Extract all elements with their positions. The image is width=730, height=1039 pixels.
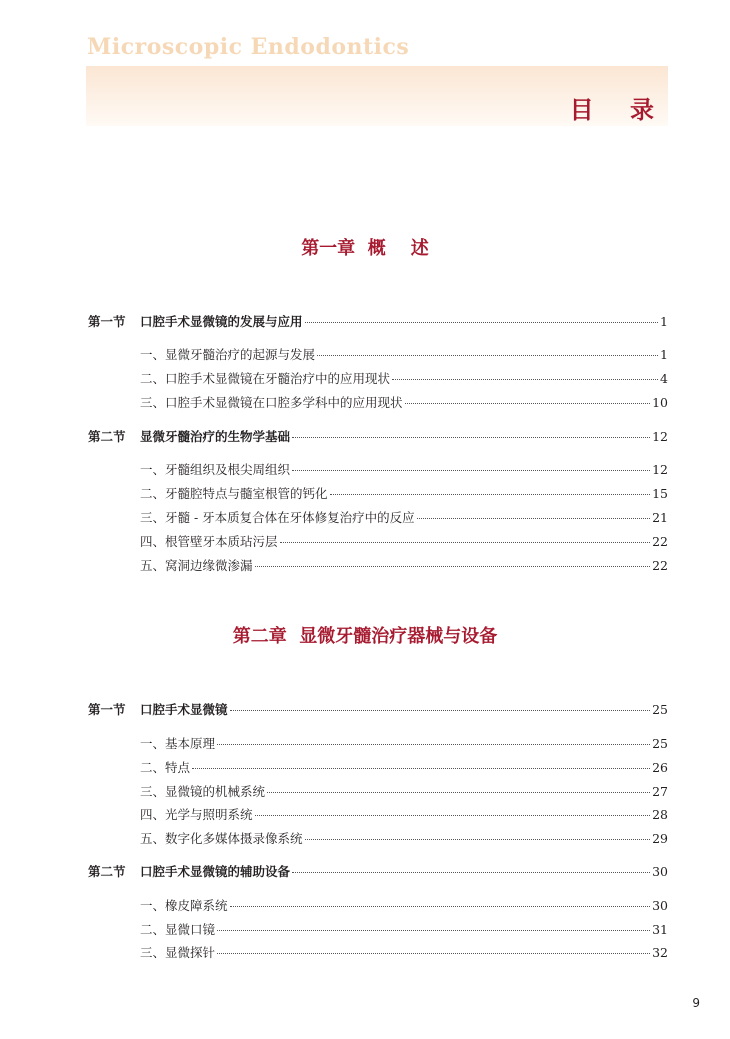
page-ref: 30 bbox=[652, 864, 668, 879]
section-number: 第二节 bbox=[88, 429, 126, 444]
page-ref: 25 bbox=[652, 736, 668, 751]
toc-item-row[interactable] bbox=[140, 484, 668, 502]
section-number: 第一节 bbox=[88, 314, 126, 329]
dot-leader bbox=[417, 518, 650, 519]
dot-leader bbox=[217, 953, 650, 954]
toc-item-row[interactable] bbox=[140, 345, 668, 363]
toc-item-row[interactable] bbox=[140, 460, 668, 478]
item-label: 一、橡皮障系统 bbox=[140, 898, 228, 913]
dot-leader bbox=[217, 744, 650, 745]
section-label: 显微牙髓治疗的生物学基础 bbox=[140, 429, 291, 444]
dot-leader bbox=[292, 470, 650, 471]
toc-heading: 目 录 bbox=[569, 96, 668, 124]
page-ref: 21 bbox=[652, 510, 668, 525]
section-label: 口腔手术显微镜的发展与应用 bbox=[140, 314, 303, 329]
page-ref: 29 bbox=[652, 831, 668, 846]
dot-leader bbox=[392, 379, 658, 380]
item-label: 一、牙髓组织及根尖周组织 bbox=[140, 462, 291, 477]
item-label: 一、基本原理 bbox=[140, 736, 216, 751]
item-label: 三、显微镜的机械系统 bbox=[140, 784, 266, 799]
item-label: 二、特点 bbox=[140, 760, 191, 775]
page-ref: 30 bbox=[652, 898, 668, 913]
item-label: 四、根管壁牙本质玷污层 bbox=[140, 534, 278, 549]
toc-item-row[interactable] bbox=[140, 782, 668, 800]
page-ref: 4 bbox=[660, 371, 668, 386]
chapter-title: 第一章 概 述 bbox=[301, 238, 429, 259]
dot-leader bbox=[330, 494, 651, 495]
page-ref: 12 bbox=[652, 462, 668, 477]
toc-item-row[interactable] bbox=[140, 532, 668, 550]
toc-item-row[interactable] bbox=[140, 943, 668, 961]
page-number: 9 bbox=[692, 996, 700, 1010]
page-ref: 31 bbox=[652, 922, 668, 937]
item-label: 五、数字化多媒体摄录像系统 bbox=[140, 831, 303, 846]
toc-item-row[interactable] bbox=[140, 758, 668, 776]
page-ref: 25 bbox=[652, 702, 668, 717]
item-label: 三、显微探针 bbox=[140, 945, 216, 960]
item-label: 三、牙髓 - 牙本质复合体在牙体修复治疗中的反应 bbox=[140, 510, 415, 525]
toc-item-row[interactable] bbox=[140, 829, 668, 847]
page-ref: 1 bbox=[660, 314, 668, 329]
page-ref: 1 bbox=[660, 347, 668, 362]
dot-leader bbox=[317, 355, 658, 356]
toc-section-row[interactable] bbox=[88, 862, 668, 880]
toc-item-row[interactable] bbox=[140, 369, 668, 387]
toc-item-row[interactable] bbox=[140, 393, 668, 411]
page-ref: 22 bbox=[652, 558, 668, 573]
toc-item-row[interactable] bbox=[140, 805, 668, 823]
dot-leader bbox=[230, 710, 651, 711]
toc-item-row[interactable] bbox=[140, 920, 668, 938]
dot-leader bbox=[255, 815, 651, 816]
page-ref: 15 bbox=[652, 486, 668, 501]
dot-leader bbox=[405, 403, 651, 404]
dot-leader bbox=[280, 542, 651, 543]
running-header-title: Microscopic Endodontics bbox=[87, 34, 410, 60]
section-number: 第一节 bbox=[88, 702, 126, 717]
section-number: 第二节 bbox=[88, 864, 126, 879]
section-label: 口腔手术显微镜的辅助设备 bbox=[140, 864, 291, 879]
item-label: 二、显微口镜 bbox=[140, 922, 216, 937]
toc-item-row[interactable] bbox=[140, 508, 668, 526]
page-ref: 12 bbox=[652, 429, 668, 444]
toc-section-row[interactable] bbox=[88, 312, 668, 330]
dot-leader bbox=[230, 906, 651, 907]
item-label: 二、牙髓腔特点与髓室根管的钙化 bbox=[140, 486, 328, 501]
item-label: 三、口腔手术显微镜在口腔多学科中的应用现状 bbox=[140, 395, 403, 410]
item-label: 一、显微牙髓治疗的起源与发展 bbox=[140, 347, 316, 362]
dot-leader bbox=[305, 839, 651, 840]
section-label: 口腔手术显微镜 bbox=[140, 702, 228, 717]
dot-leader bbox=[217, 930, 650, 931]
page-ref: 27 bbox=[652, 784, 668, 799]
toc-item-row[interactable] bbox=[140, 556, 668, 574]
toc-section-row[interactable] bbox=[88, 427, 668, 445]
page-ref: 26 bbox=[652, 760, 668, 775]
page-ref: 10 bbox=[652, 395, 668, 410]
dot-leader bbox=[292, 437, 650, 438]
toc-section-row[interactable] bbox=[88, 700, 668, 718]
page-ref: 22 bbox=[652, 534, 668, 549]
chapter-title: 第二章 显微牙髓治疗器械与设备 bbox=[232, 626, 498, 647]
page-ref: 32 bbox=[652, 945, 668, 960]
toc-item-row[interactable] bbox=[140, 896, 668, 914]
dot-leader bbox=[267, 792, 650, 793]
toc-item-row[interactable] bbox=[140, 734, 668, 752]
dot-leader bbox=[255, 566, 651, 567]
dot-leader bbox=[305, 322, 659, 323]
dot-leader bbox=[192, 768, 650, 769]
item-label: 二、口腔手术显微镜在牙髓治疗中的应用现状 bbox=[140, 371, 391, 386]
page-ref: 28 bbox=[652, 807, 668, 822]
dot-leader bbox=[292, 872, 650, 873]
item-label: 四、光学与照明系统 bbox=[140, 807, 253, 822]
item-label: 五、窝洞边缘微渗漏 bbox=[140, 558, 253, 573]
